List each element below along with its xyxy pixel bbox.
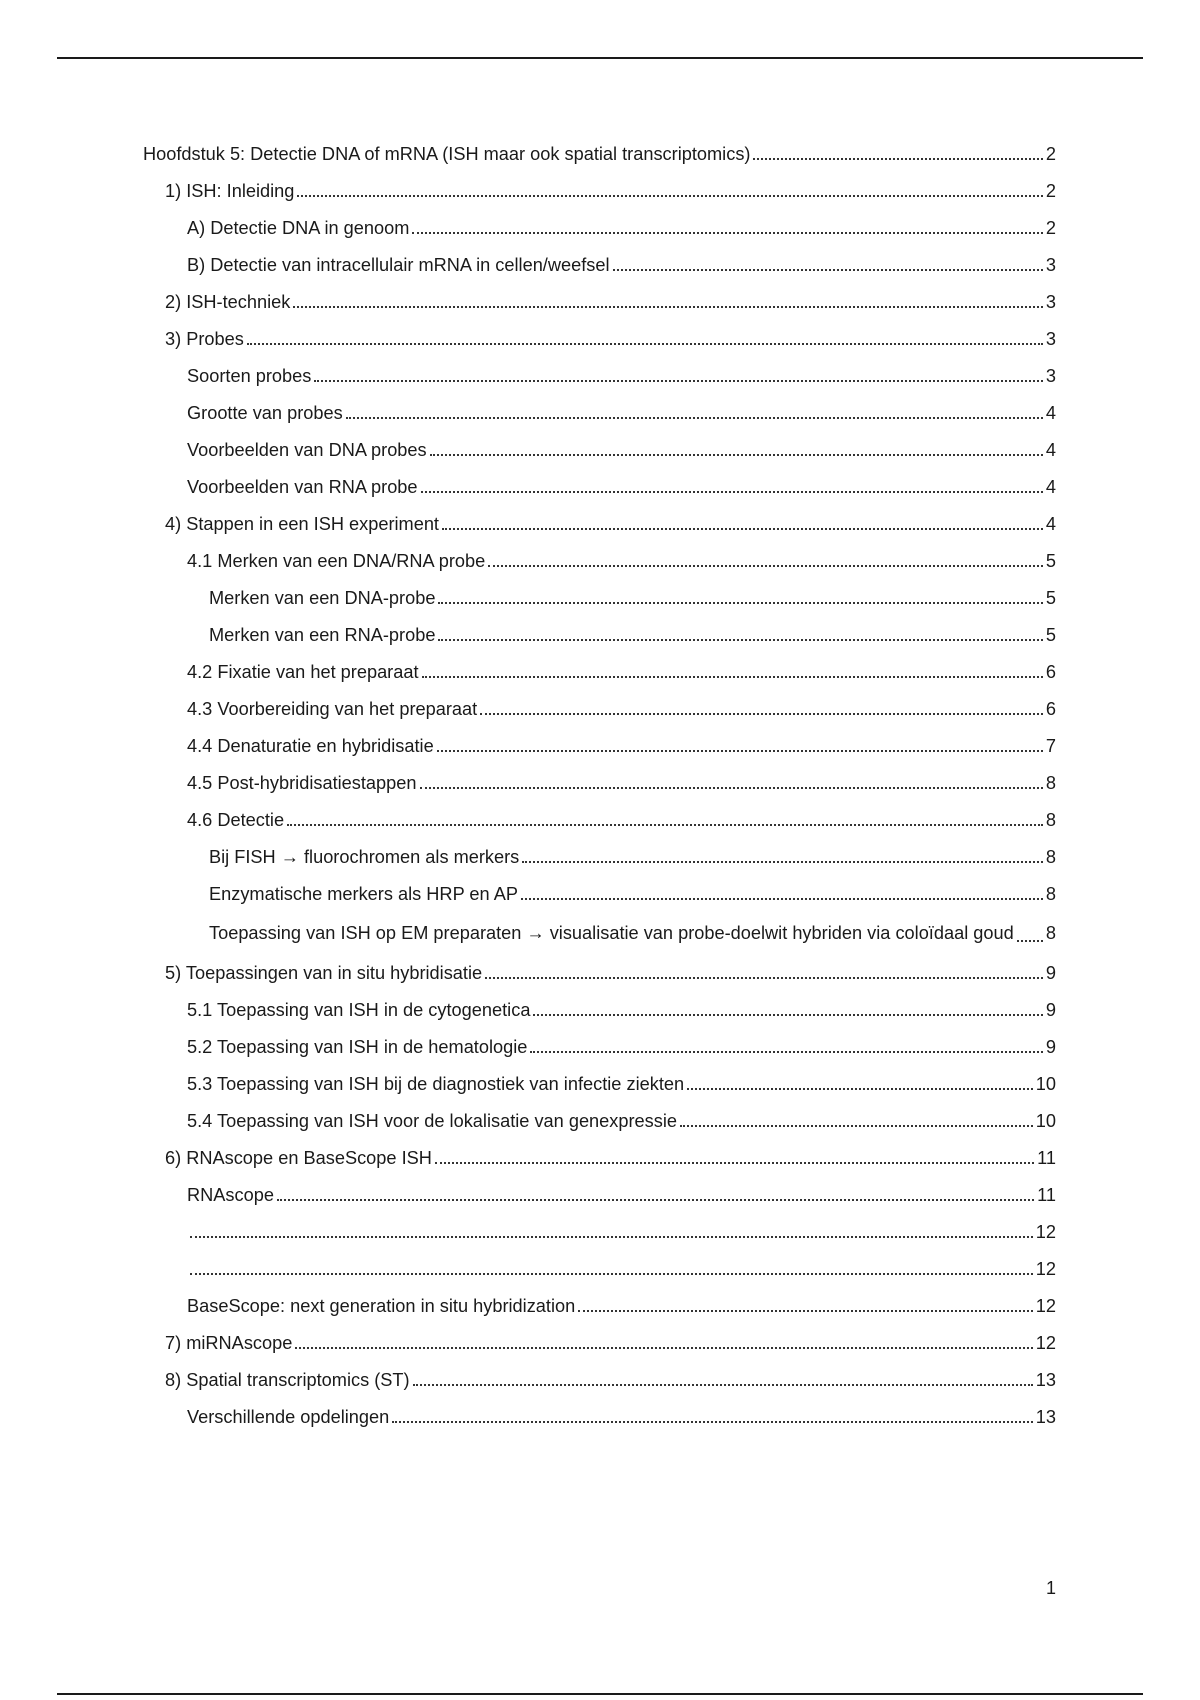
toc-entry-title: 5.3 Toepassing van ISH bij de diagnostiek van infectie ziekten: [187, 1074, 685, 1094]
toc-entry[interactable]: [143, 587, 1056, 609]
toc-entry-page: 2: [1045, 181, 1056, 201]
toc-entry-title: 4.2 Fixatie van het preparaat: [187, 662, 419, 682]
toc-entry-title: RNAscope: [187, 1185, 274, 1205]
toc-entry-title: Hoofdstuk 5: Detectie DNA of mRNA (ISH maar ook spatial transcriptomics): [143, 144, 751, 164]
toc-entry-page: 6: [1045, 699, 1056, 719]
toc-leader: [480, 713, 1043, 715]
toc-entry[interactable]: [143, 439, 1056, 461]
toc-entry-title: Merken van een RNA-probe: [209, 625, 436, 645]
toc-leader: [293, 306, 1043, 308]
toc-entry-page: 10: [1035, 1111, 1056, 1131]
toc-leader: [297, 195, 1042, 197]
toc-entry[interactable]: [143, 402, 1056, 424]
toc-entry-title: Enzymatische merkers als HRP en AP: [209, 884, 518, 904]
toc-entry-page: 9: [1045, 1000, 1056, 1020]
toc-entry[interactable]: [143, 846, 1056, 868]
toc-entry[interactable]: [143, 1295, 1056, 1317]
toc-leader: [521, 898, 1043, 900]
toc-leader: [346, 417, 1043, 419]
toc-entry-page: 3: [1045, 292, 1056, 312]
toc-leader: [314, 380, 1043, 382]
toc-leader: [287, 824, 1043, 826]
toc-entry[interactable]: [143, 1369, 1056, 1391]
toc-leader: [530, 1051, 1042, 1053]
toc-entry-title: 5.2 Toepassing van ISH in de hematologie: [187, 1037, 528, 1057]
toc-entry-title: Soorten probes: [187, 366, 312, 386]
toc-entry-page: 13: [1035, 1370, 1056, 1390]
toc-leader: [412, 232, 1042, 234]
toc-leader: [430, 454, 1043, 456]
toc-entry-page: 5: [1045, 588, 1056, 608]
toc-entry-page: 12: [1035, 1222, 1056, 1242]
toc-entry-page: 6: [1045, 662, 1056, 682]
toc-entry-title: 1) ISH: Inleiding: [165, 181, 295, 201]
toc-entry[interactable]: [143, 920, 1056, 947]
toc-entry-page: 5: [1045, 551, 1056, 571]
toc-entry[interactable]: [143, 1258, 1056, 1280]
toc-entry-page: 9: [1045, 963, 1056, 983]
toc-leader: [613, 269, 1043, 271]
toc-entry[interactable]: [143, 1036, 1056, 1058]
toc-entry[interactable]: [143, 513, 1056, 535]
toc-entry-page: 8: [1045, 773, 1056, 793]
toc-entry-title: BaseScope: next generation in situ hybridization: [187, 1296, 576, 1316]
toc-entry[interactable]: [143, 1110, 1056, 1132]
toc-entry-title: B) Detectie van intracellulair mRNA in cellen/weefsel: [187, 255, 610, 275]
toc-entry-title: Merken van een DNA-probe: [209, 588, 436, 608]
table-of-contents: [143, 143, 1056, 1428]
toc-leader: [687, 1088, 1033, 1090]
toc-entry-title: 4.6 Detectie: [187, 810, 285, 830]
toc-entry-title: Grootte van probes: [187, 403, 343, 423]
toc-entry[interactable]: [143, 883, 1056, 905]
toc-entry-title: 3) Probes: [165, 329, 244, 349]
toc-entry-title: 4.4 Denaturatie en hybridisatie: [187, 736, 434, 756]
page-number: 1: [1045, 1578, 1056, 1598]
toc-entry[interactable]: [143, 550, 1056, 572]
toc-entry-page: 12: [1035, 1259, 1056, 1279]
toc-leader: [277, 1199, 1034, 1201]
toc-entry[interactable]: [143, 624, 1056, 646]
toc-leader: [438, 639, 1042, 641]
toc-entry-page: 3: [1045, 366, 1056, 386]
toc-entry-title: Toepassing van ISH op EM preparaten → visualisatie van probe-doelwit hybriden via coloïdaal goud: [209, 923, 1014, 943]
toc-entry[interactable]: [143, 1184, 1056, 1206]
toc-entry-page: 13: [1035, 1407, 1056, 1427]
toc-entry[interactable]: [143, 1147, 1056, 1169]
toc-entry-title: 4) Stappen in een ISH experiment: [165, 514, 439, 534]
toc-entry-page: 4: [1045, 477, 1056, 497]
toc-leader: [413, 1384, 1033, 1386]
toc-entry-page: 9: [1045, 1037, 1056, 1057]
toc-entry-page: 10: [1035, 1074, 1056, 1094]
toc-entry-title: 2) ISH-techniek: [165, 292, 291, 312]
toc-leader: [680, 1125, 1033, 1127]
toc-entry-title: 6) RNAscope en BaseScope ISH: [165, 1148, 432, 1168]
toc-entry[interactable]: [143, 809, 1056, 831]
toc-entry-title: 5.1 Toepassing van ISH in de cytogenetica: [187, 1000, 531, 1020]
toc-entry-page: 3: [1045, 329, 1056, 349]
toc-entry-title: 7) miRNAscope: [165, 1333, 293, 1353]
toc-entry-page: 12: [1035, 1296, 1056, 1316]
toc-leader: [190, 1236, 1033, 1238]
toc-entry-page: 2: [1045, 218, 1056, 238]
toc-leader: [435, 1162, 1034, 1164]
toc-leader: [578, 1310, 1033, 1312]
toc-entry[interactable]: [143, 328, 1056, 350]
toc-leader: [442, 528, 1043, 530]
toc-entry-title: 4.1 Merken van een DNA/RNA probe: [187, 551, 486, 571]
toc-entry[interactable]: [143, 698, 1056, 720]
toc-entry[interactable]: [143, 291, 1056, 313]
toc-entry-title: Voorbeelden van RNA probe: [187, 477, 418, 497]
toc-leader: [1017, 940, 1043, 942]
toc-leader: [753, 158, 1042, 160]
toc-entry-page: 4: [1045, 440, 1056, 460]
toc-entry-page: 7: [1045, 736, 1056, 756]
toc-entry[interactable]: [143, 1073, 1056, 1095]
toc-entry-title: 5) Toepassingen van in situ hybridisatie: [165, 963, 483, 983]
toc-leader: [190, 1273, 1033, 1275]
toc-entry-title: 4.3 Voorbereiding van het preparaat: [187, 699, 478, 719]
header-rule: [57, 57, 1143, 59]
toc-entry-page: 11: [1037, 1185, 1056, 1205]
toc-entry[interactable]: [143, 1221, 1056, 1243]
toc-entry-title: Bij FISH → fluorochromen als merkers: [209, 847, 520, 867]
toc-entry-page: 8: [1045, 847, 1056, 867]
toc-leader: [421, 491, 1043, 493]
toc-entry[interactable]: [143, 772, 1056, 794]
toc-entry-page: 8: [1045, 884, 1056, 904]
toc-entry[interactable]: [143, 999, 1056, 1021]
toc-entry-title: Voorbeelden van DNA probes: [187, 440, 427, 460]
toc-entry-page: 2: [1045, 144, 1056, 164]
toc-entry-title: 8) Spatial transcriptomics (ST): [165, 1370, 410, 1390]
toc-leader: [533, 1014, 1042, 1016]
toc-leader: [488, 565, 1043, 567]
toc-entry-page: 8: [1045, 923, 1056, 943]
toc-entry[interactable]: [143, 217, 1056, 239]
toc-leader: [437, 750, 1043, 752]
toc-leader: [295, 1347, 1032, 1349]
toc-entry-page: 5: [1045, 625, 1056, 645]
toc-entry-title: 5.4 Toepassing van ISH voor de lokalisatie van genexpressie: [187, 1111, 678, 1131]
toc-entry-page: 8: [1045, 810, 1056, 830]
toc-entry[interactable]: [143, 962, 1056, 984]
toc-entry[interactable]: [143, 735, 1056, 757]
toc-entry[interactable]: [143, 661, 1056, 683]
footer-rule: [57, 1693, 1143, 1695]
toc-entry-title: Verschillende opdelingen: [187, 1407, 390, 1427]
toc-entry-page: 12: [1035, 1333, 1056, 1353]
toc-entry-page: 11: [1037, 1148, 1056, 1168]
toc-entry[interactable]: [143, 254, 1056, 276]
toc-entry-page: 4: [1045, 514, 1056, 534]
toc-entry[interactable]: [143, 365, 1056, 387]
toc-leader: [485, 977, 1043, 979]
toc-entry-page: 3: [1045, 255, 1056, 275]
toc-entry-page: 4: [1045, 403, 1056, 423]
toc-leader: [392, 1421, 1033, 1423]
toc-entry-title: 4.5 Post-hybridisatiestappen: [187, 773, 417, 793]
toc-leader: [422, 676, 1043, 678]
toc-entry[interactable]: [143, 1406, 1056, 1428]
toc-leader: [247, 343, 1043, 345]
toc-entry[interactable]: [143, 143, 1056, 165]
toc-leader: [420, 787, 1043, 789]
toc-entry[interactable]: [143, 476, 1056, 498]
toc-entry[interactable]: [143, 1332, 1056, 1354]
toc-leader: [522, 861, 1043, 863]
toc-leader: [438, 602, 1042, 604]
toc-entry[interactable]: [143, 180, 1056, 202]
toc-entry-title: A) Detectie DNA in genoom: [187, 218, 410, 238]
